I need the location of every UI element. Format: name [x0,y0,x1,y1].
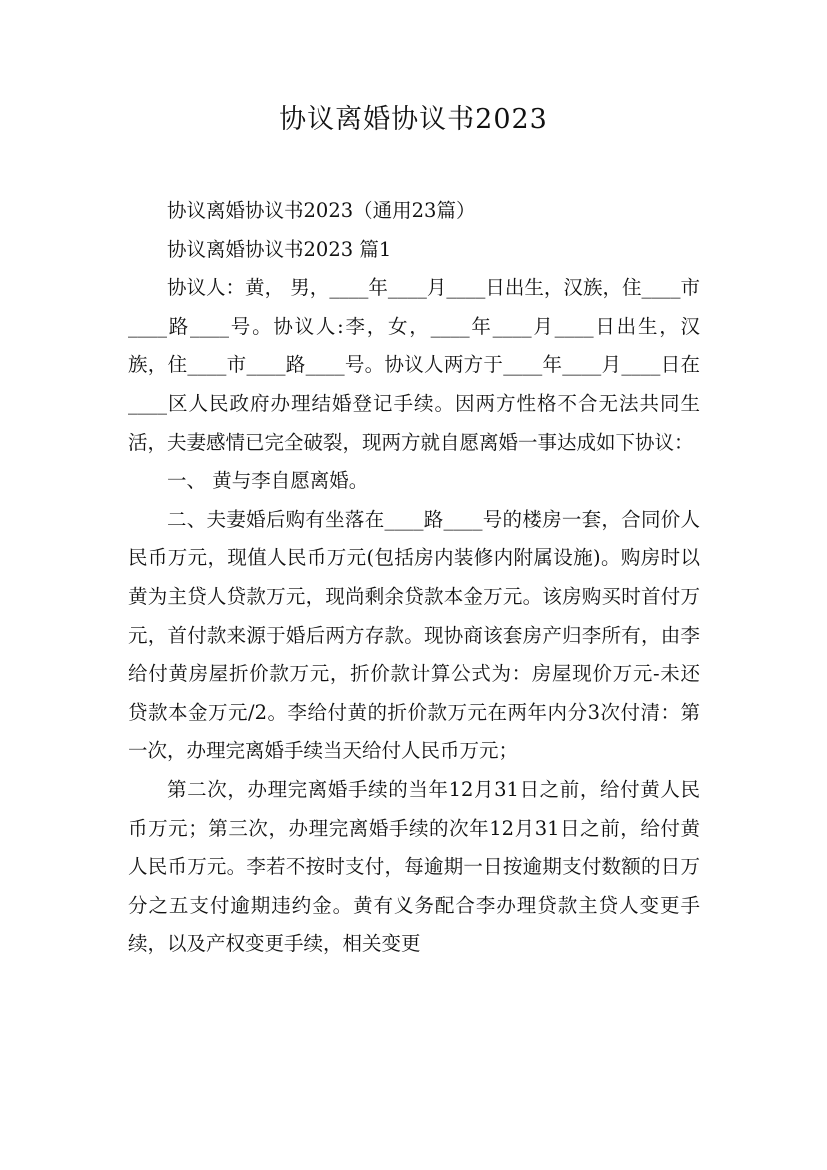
paragraph-clause-2: 二、夫妻婚后购有坐落在____路____号的楼房一套，合同价人民币万元，现值人民币万元(包括房内装修内附属设施)。购房时以黄为主贷人贷款万元，现尚剩余贷款本金万元。该房购买时首付万元，首付款来源于婚后两方存款。现协商该套房产归李所有，由李给付黄房屋折价款万元，折价款计算公式为：房屋现价万元-未还贷款本金万元/2。李给付黄的折价款万元在两年内分3次付清：第一次，办理完离婚手续当天给付人民币万元； [128,507,700,763]
paragraph-parties: 协议人：黄， 男，____年____月____日出生，汉族，住____市____路____号。协议人:李，女，____年____月____日出生，汉族，住____市____路____号。协议人两方于____年____月____日在____区人民政府办理结婚登记手续。因两方性格不合无法共同生活，夫妻感情已完全破裂，现两方就自愿离婚一事达成如下协议： [128,276,700,454]
paragraph-clause-1: 一、 黄与李自愿离婚。 [167,469,369,493]
subtitle-line: 协议离婚协议书2023（通用23篇） [167,199,476,222]
document-body [128,192,700,964]
document-title: 协议离婚协议书2023 [279,104,548,135]
section-heading: 协议离婚协议书2023 篇1 [167,237,392,261]
paragraph-clause-2-continued: 第二次，办理完离婚手续的当年12月31日之前，给付黄人民币万元；第三次，办理完离婚手续的次年12月31日之前，给付黄人民币万元。李若不按时支付，每逾期一日按逾期支付数额的日万分之五支付逾期违约金。黄有义务配合李办理贷款主贷人变更手续，以及产权变更手续，相关变更 [128,777,700,956]
